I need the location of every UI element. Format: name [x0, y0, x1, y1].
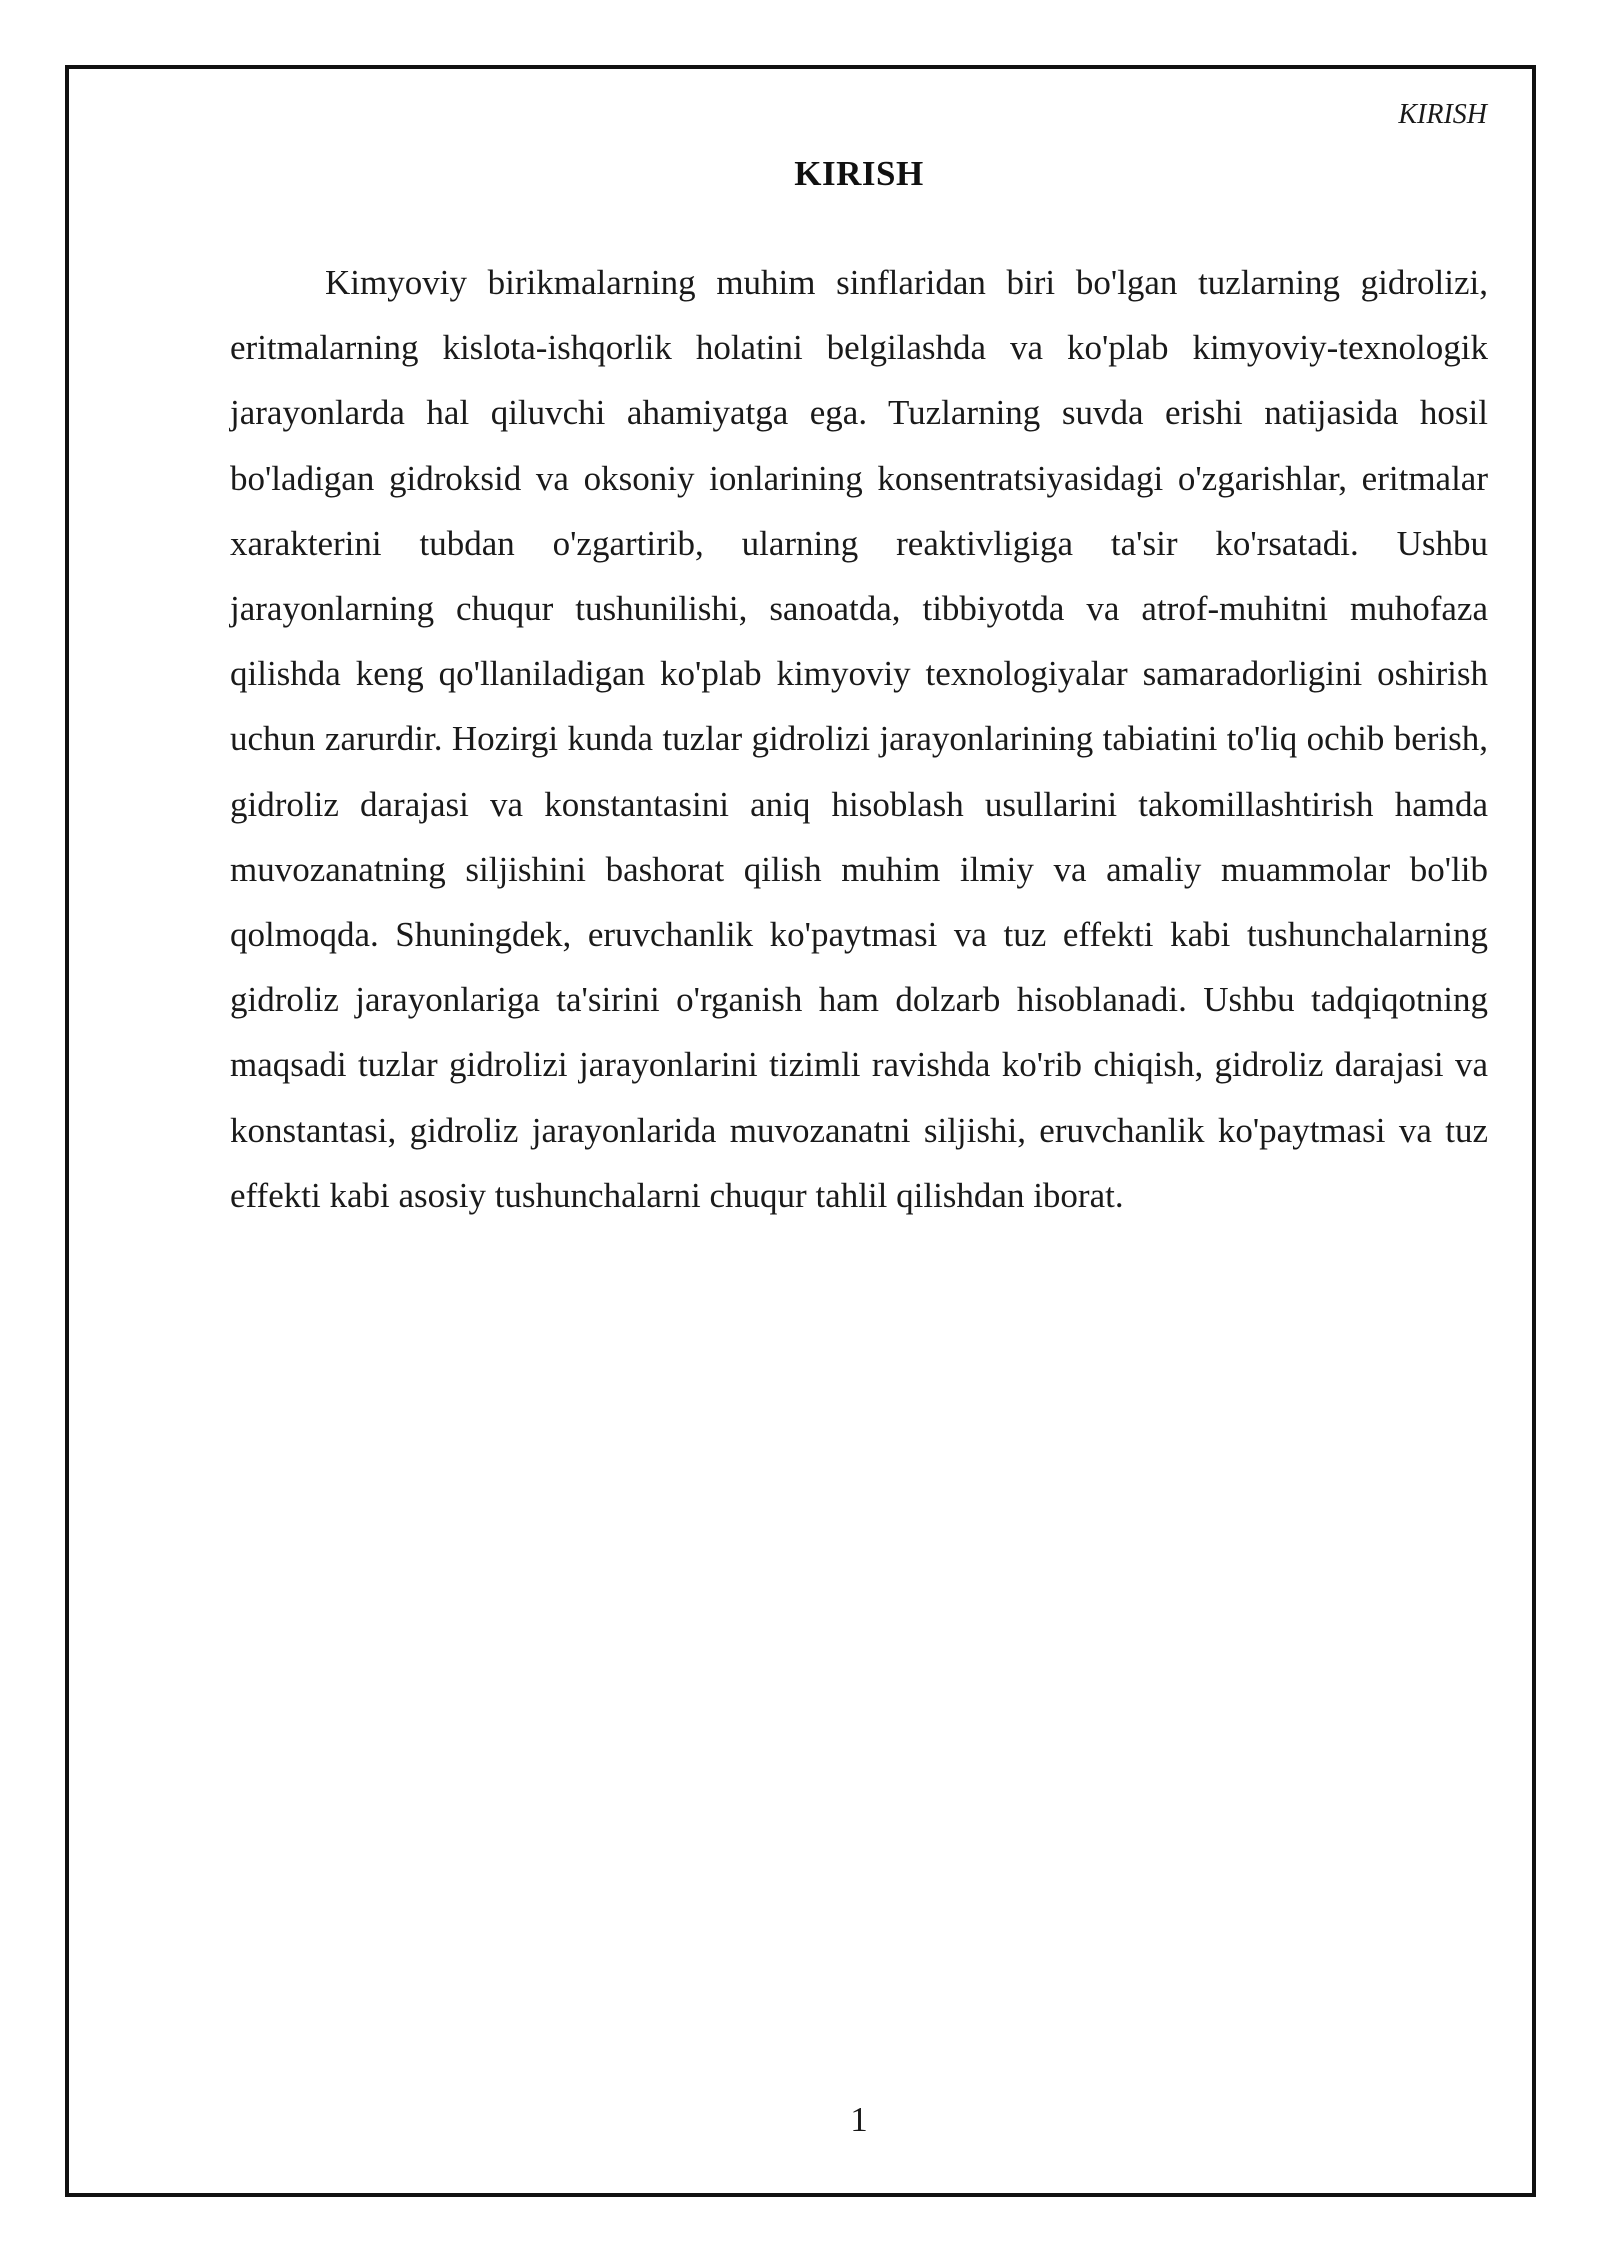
page-number: 1 [850, 2100, 868, 2139]
body-paragraph: Kimyoviy birikmalarning muhim sinflaridan biri bo'lgan tuzlarning gidrolizi, eritmalarning kislota-ishqorlik holatini belgilashda va ko'plab kimyoviy-texnologik jarayonlarda hal qiluvchi ahamiyatga ega. Tuzlarning suvda erishi natijasida hosil bo'ladigan gidroksid va oksoniy ionlarining konsentratsiyasidagi o'zgarishlar, eritmalar xarakterini tubdan o'zgartirib, ularning reaktivligiga ta'sir ko'rsatadi. Ushbu jarayonlarning chuqur tushunilishi, sanoatda, tibbiyotda va atrof-muhitni muhofaza qilishda keng qo'llaniladigan ko'plab kimyoviy texnologiyalar samaradorligini oshirish uchun zarurdir. Hozirgi kunda tuzlar gidrolizi jarayonlarining tabiatini to'liq ochib berish, gidroliz darajasi va konstantasini aniq hisoblash usullarini takomillashtirish hamda muvozanatning siljishini bashorat qilish muhim ilmiy va amaliy muammolar bo'lib qolmoqda. Shuningdek, eruvchanlik ko'paytmasi va tuz effekti kabi tushunchalarning gidroliz jarayonlariga ta'sirini o'rganish ham dolzarb hisoblanadi. Ushbu tadqiqotning maqsadi tuzlar gidrolizi jarayonlarini tizimli ravishda ko'rib chiqish, gidroliz darajasi va konstantasi, gidroliz jarayonlarida muvozanatni siljishi, eruvchanlik ko'paytmasi va tuz effekti kabi asosiy tushunchalarni chuqur tahlil qilishdan iborat. [230, 263, 1488, 1215]
section-title: KIRISH [794, 154, 924, 193]
running-header: KIRISH [1398, 99, 1487, 130]
